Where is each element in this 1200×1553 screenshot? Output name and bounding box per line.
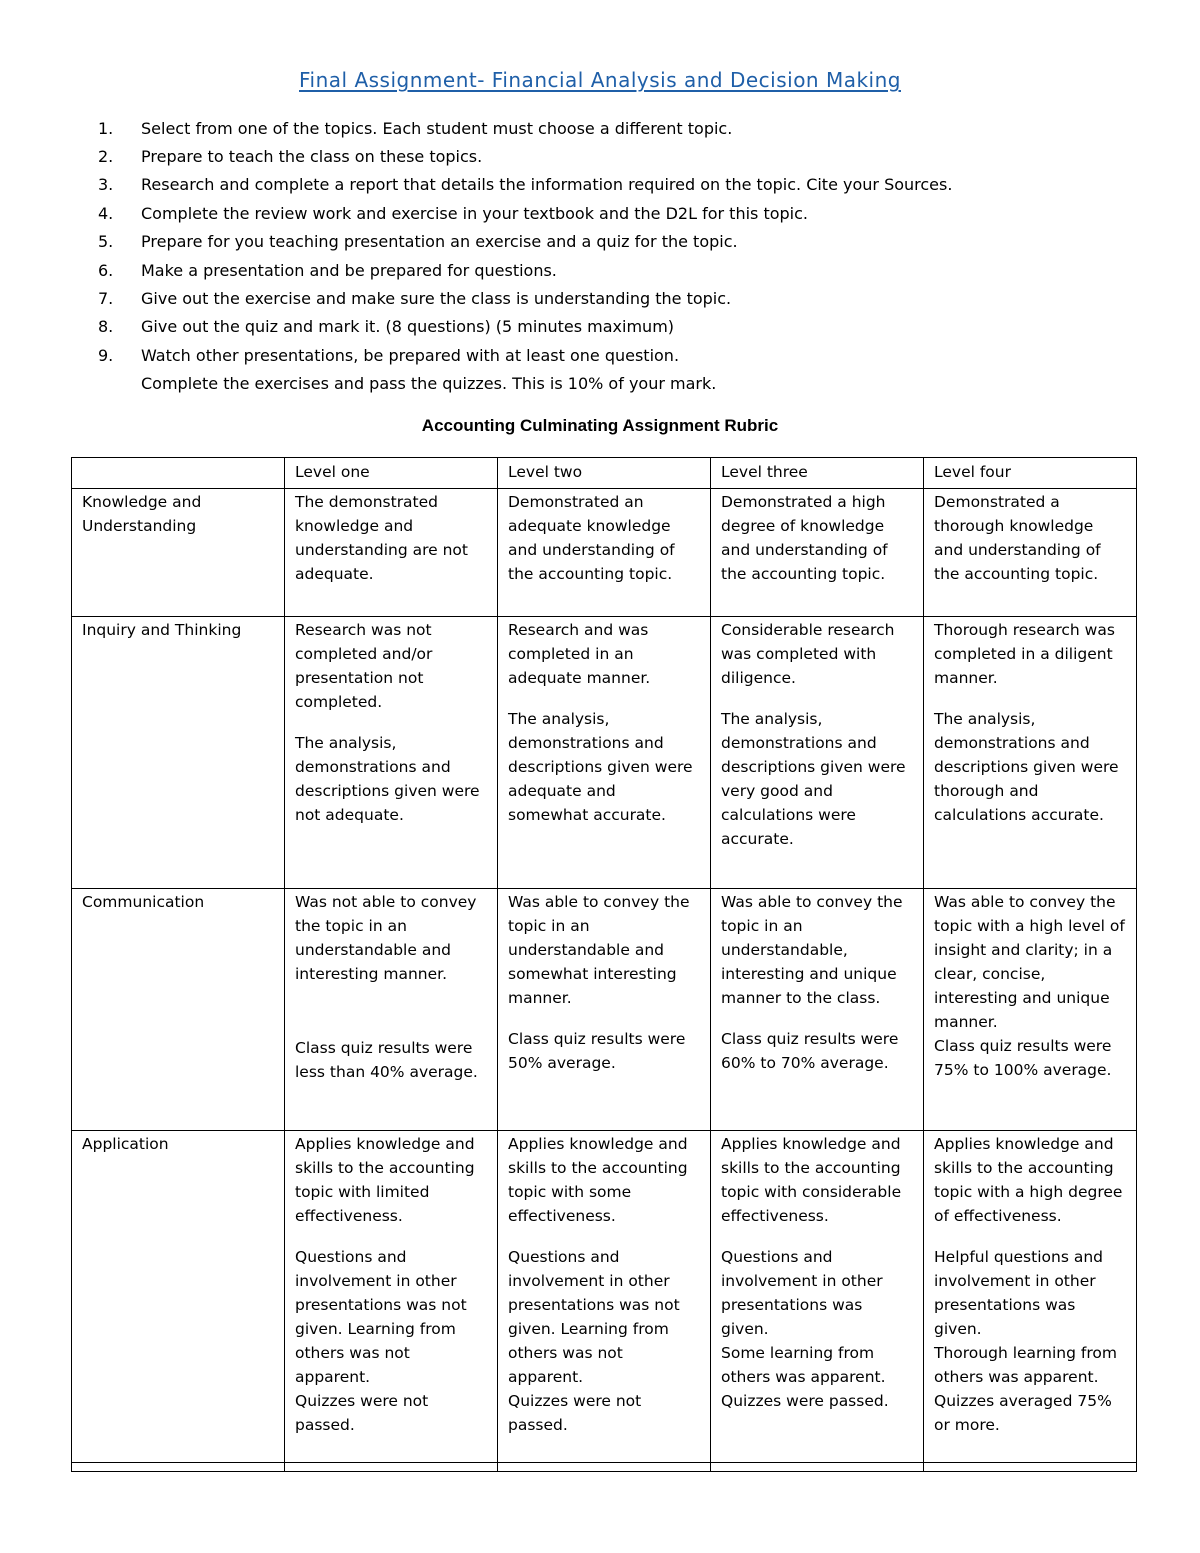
rubric-title: Accounting Culminating Assignment Rubric — [421, 416, 779, 435]
rubric-cell — [285, 889, 498, 1131]
rubric-cell-text: The analysis, demonstrations and descriptions given were adequate and somewhat accurate. — [508, 710, 693, 824]
instruction-number: 2. — [98, 147, 114, 167]
instruction-number: 1. — [98, 118, 114, 138]
rubric-cell-text: The analysis, demonstrations and descriptions given were not adequate. — [295, 734, 480, 824]
rubric-header-cell: Level three — [711, 458, 924, 489]
rubric-row — [72, 617, 1137, 889]
instruction-text: Complete the review work and exercise in your textbook and the D2L for this topic. — [141, 203, 808, 223]
instruction-item — [98, 142, 1138, 170]
rubric-cell — [285, 489, 498, 617]
rubric-cell-text: Applies knowledge and skills to the accounting topic with a high degree of effectiveness. — [934, 1135, 1123, 1225]
rubric-cell-text: Was not able to convey the topic in an understandable and interesting manner. — [295, 893, 477, 983]
rubric-criterion: Inquiry and Thinking — [72, 617, 285, 889]
rubric-cell — [711, 889, 924, 1131]
rubric-cell-text: Was able to convey the topic with a high level of insight and clarity; in a clear, concise, interesting and unique manner. — [934, 893, 1125, 1031]
rubric-cell-text: Demonstrated an adequate knowledge and understanding of the accounting topic. — [508, 493, 675, 583]
instruction-text: Give out the quiz and mark it. (8 questions) (5 minutes maximum) — [141, 317, 675, 337]
rubric-cell-text: Questions and involvement in other presentations was given. — [721, 1248, 883, 1338]
rubric-cell-text: Quizzes were not passed. — [295, 1392, 429, 1434]
rubric-cell-text: Demonstrated a thorough knowledge and understanding of the accounting topic. — [934, 493, 1101, 583]
rubric-cell — [924, 489, 1137, 617]
instruction-note: Complete the exercises and pass the quizzes. This is 10% of your mark. — [141, 374, 717, 394]
instruction-number: 4. — [98, 203, 114, 223]
rubric-cell-text: Demonstrated a high degree of knowledge and understanding of the accounting topic. — [721, 493, 888, 583]
instruction-item — [98, 114, 1138, 142]
rubric-cell-text: Quizzes averaged 75% or more. — [934, 1392, 1112, 1434]
rubric-cell-text: Class quiz results were 50% average. — [508, 1030, 686, 1072]
rubric-cell-text: Research and was completed in an adequate manner. — [508, 621, 651, 687]
rubric-cell — [285, 617, 498, 889]
rubric-cell-text: Applies knowledge and skills to the accounting topic with some effectiveness. — [508, 1135, 688, 1225]
instruction-text: Prepare to teach the class on these topics. — [141, 147, 483, 167]
instruction-number: 6. — [98, 260, 114, 280]
rubric-cell-text: Questions and involvement in other presentations was not given. Learning from others was not apparent. — [295, 1248, 467, 1386]
rubric-cell — [498, 489, 711, 617]
page-title: Final Assignment- Financial Analysis and Decision Making — [299, 68, 901, 92]
instruction-number: 8. — [98, 317, 114, 337]
rubric-row — [72, 889, 1137, 1131]
rubric-cell-text: Class quiz results were 75% to 100% average. — [934, 1037, 1112, 1079]
rubric-cell-text: Helpful questions and involvement in other presentations was given. — [934, 1248, 1103, 1338]
instruction-text: Prepare for you teaching presentation an exercise and a quiz for the topic. — [141, 232, 738, 252]
instruction-number: 3. — [98, 175, 114, 195]
rubric-cell-text: The demonstrated knowledge and understanding are not adequate. — [295, 493, 468, 583]
rubric-cell-text: Class quiz results were less than 40% average. — [295, 1039, 478, 1081]
instruction-number: 9. — [98, 345, 114, 365]
rubric-cell-text: Some learning from others was apparent. — [721, 1344, 886, 1386]
instruction-text: Research and complete a report that details the information required on the topic. Cite your Sources. — [141, 175, 953, 195]
rubric-cell-text: Quizzes were not passed. — [508, 1392, 642, 1434]
rubric-cell-text: Research was not completed and/or presentation not completed. — [295, 621, 433, 711]
rubric-row — [72, 1131, 1137, 1472]
rubric-cell — [498, 889, 711, 1131]
rubric-cell — [924, 617, 1137, 889]
rubric-cell-text: Applies knowledge and skills to the accounting topic with considerable effectiveness. — [721, 1135, 902, 1225]
rubric-cell-text: Applies knowledge and skills to the accounting topic with limited effectiveness. — [295, 1135, 475, 1225]
instruction-text: Give out the exercise and make sure the class is understanding the topic. — [141, 289, 732, 309]
rubric-cell-text: Considerable research was completed with diligence. — [721, 621, 895, 687]
instruction-text: Watch other presentations, be prepared with at least one question. — [141, 345, 680, 365]
rubric-row — [72, 489, 1137, 617]
rubric-cell — [498, 617, 711, 889]
rubric-table — [71, 457, 1137, 1472]
rubric-cell — [924, 889, 1137, 1131]
table-bottom-rule — [71, 1462, 1136, 1463]
instruction-number: 5. — [98, 232, 114, 252]
rubric-cell — [498, 1131, 711, 1472]
rubric-header-row — [72, 458, 1137, 489]
instruction-item — [98, 341, 1138, 369]
rubric-cell — [924, 1131, 1137, 1472]
rubric-cell-text: Class quiz results were 60% to 70% average. — [721, 1030, 899, 1072]
instruction-item — [98, 171, 1138, 199]
instruction-number: 7. — [98, 289, 114, 309]
rubric-cell-text: Thorough learning from others was apparent. — [934, 1344, 1117, 1386]
rubric-header-cell: Level one — [285, 458, 498, 489]
rubric-header-cell: Level two — [498, 458, 711, 489]
rubric-cell-text: The analysis, demonstrations and descriptions given were very good and calculations were accurate. — [721, 710, 906, 848]
instruction-text: Select from one of the topics. Each student must choose a different topic. — [141, 118, 733, 138]
rubric-cell — [711, 489, 924, 617]
rubric-header-cell — [72, 458, 285, 489]
instruction-text: Make a presentation and be prepared for questions. — [141, 260, 557, 280]
instruction-item — [98, 313, 1138, 341]
rubric-cell-text: The analysis, demonstrations and descriptions given were thorough and calculations accurate. — [934, 710, 1119, 824]
instruction-item — [98, 228, 1138, 256]
rubric-cell — [711, 617, 924, 889]
rubric-cell-text: Questions and involvement in other presentations was not given. Learning from others was not apparent. — [508, 1248, 680, 1386]
instruction-item — [98, 256, 1138, 284]
rubric-cell-text: Thorough research was completed in a diligent manner. — [934, 621, 1115, 687]
rubric-cell-text: Was able to convey the topic in an understandable, interesting and unique manner to the class. — [721, 893, 903, 1007]
rubric-criterion: Communication — [72, 889, 285, 1131]
rubric-cell — [711, 1131, 924, 1472]
instruction-item — [98, 284, 1138, 312]
instruction-list — [98, 114, 1138, 398]
instruction-item — [98, 199, 1138, 227]
rubric-criterion: Application — [72, 1131, 285, 1472]
rubric-cell-text: Was able to convey the topic in an understandable and somewhat interesting manner. — [508, 893, 690, 1007]
rubric-criterion: Knowledge and Understanding — [72, 489, 285, 617]
rubric-header-cell: Level four — [924, 458, 1137, 489]
rubric-cell — [285, 1131, 498, 1472]
rubric-cell-text: Quizzes were passed. — [721, 1392, 889, 1410]
